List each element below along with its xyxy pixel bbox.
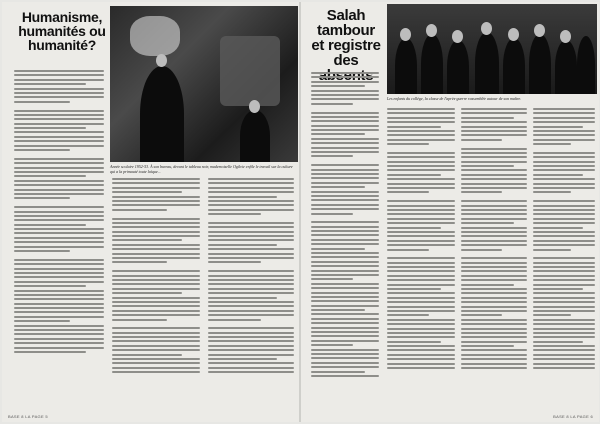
group-face-6 [534, 24, 545, 37]
right-text-column-1 [311, 72, 379, 379]
right-headline: Salah tambour et registre des [311, 7, 381, 69]
group-face-5 [508, 28, 519, 41]
group-face-3 [452, 30, 463, 43]
left-headline: Humanisme, humanités ou humanité? [18, 9, 106, 53]
group-figure-7 [555, 40, 577, 94]
right-page [301, 2, 599, 422]
right-text-column-3 [461, 108, 527, 371]
left-photo-caption: Année scolaire 1952-53. À son bureau, devant le tableau noir, mademoiselle Ogilvie enfile le travail sur la culture qui a la primauté toute laïque... [110, 164, 293, 174]
group-figure-8 [577, 36, 595, 94]
group-face-7 [560, 30, 571, 43]
photo-highlight [130, 16, 180, 56]
group-figure-3 [447, 40, 469, 94]
left-page [2, 2, 300, 422]
teacher-face [156, 54, 167, 67]
blackboard [220, 36, 280, 106]
right-folio: BASE 8 LA PAGE 6 [553, 414, 593, 419]
right-text-column-4 [533, 108, 595, 371]
left-folio: BASE 8 LA PAGE 5 [8, 414, 48, 419]
group-figure-6 [529, 34, 551, 94]
right-text-column-2 [387, 108, 455, 371]
left-photo [110, 6, 298, 162]
student-figure [240, 110, 270, 162]
right-photo-caption: Les enfants du collège, la classe de l'après-guerre rassemblée autour de son maître. [387, 96, 522, 101]
group-figure-1 [395, 38, 417, 94]
teacher-figure [140, 66, 184, 162]
group-figure-2 [421, 34, 443, 94]
left-text-column-1 [14, 70, 104, 355]
group-face-1 [400, 28, 411, 41]
group-figure-5 [503, 38, 525, 94]
group-face-2 [426, 24, 437, 37]
group-figure-4 [475, 32, 499, 94]
group-face-4 [481, 22, 492, 35]
right-photo [387, 4, 597, 94]
left-text-column-3 [208, 178, 294, 376]
left-text-column-2 [112, 178, 200, 376]
student-face [249, 100, 260, 113]
